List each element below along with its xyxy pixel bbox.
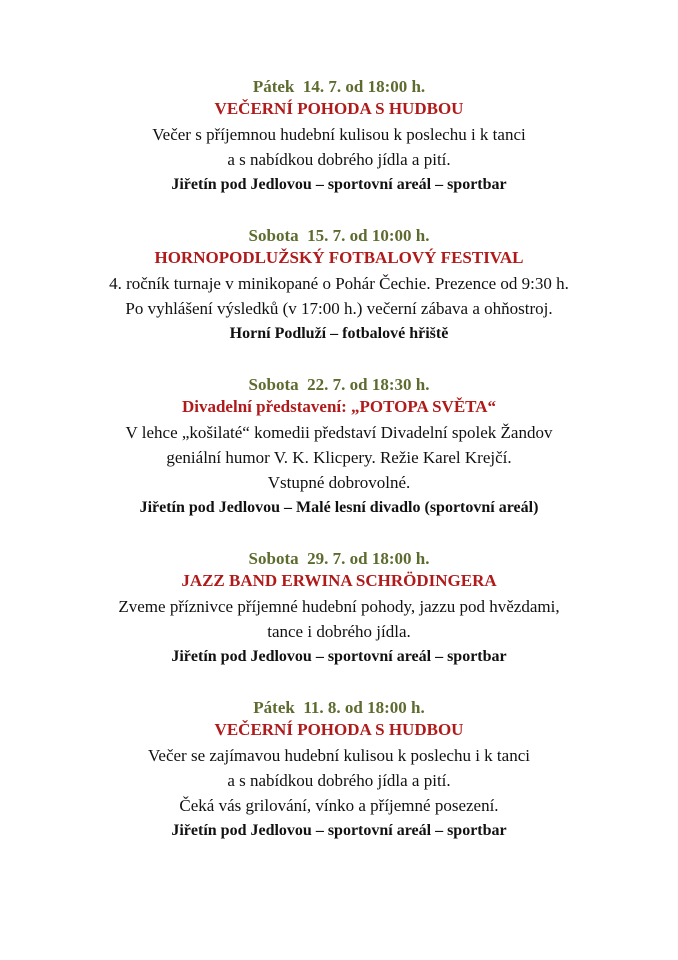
event-programme <box>0 76 678 842</box>
event-date: Sobota 29. 7. od 18:00 h. <box>248 549 430 568</box>
description-line: tance i dobrého jídla. <box>267 622 411 641</box>
description-line: Zveme příznivce příjemné hudební pohody, jazzu pod hvězdami, <box>118 597 560 616</box>
event-2 <box>0 225 678 345</box>
event-date: Pátek 14. 7. od 18:00 h. <box>252 77 426 96</box>
description-line: Čeká vás grilování, vínko a příjemné posezení. <box>179 796 499 815</box>
event-venue: Jiřetín pod Jedlovou – Malé lesní divadlo (sportovní areál) <box>139 499 539 516</box>
event-title: VEČERNÍ POHODA S HUDBOU <box>214 720 464 739</box>
event-4 <box>0 548 678 668</box>
event-5 <box>0 697 678 842</box>
event-title: JAZZ BAND ERWINA SCHRÖDINGERA <box>181 571 497 590</box>
event-venue: Horní Podluží – fotbalové hřiště <box>229 325 449 342</box>
event-date: Sobota 22. 7. od 18:30 h. <box>248 375 430 394</box>
event-description <box>0 422 678 494</box>
event-venue: Jiřetín pod Jedlovou – sportovní areál – sportbar <box>171 648 507 665</box>
description-line: geniální humor V. K. Klicpery. Režie Karel Krejčí. <box>166 448 512 467</box>
event-3 <box>0 374 678 519</box>
event-description <box>0 596 678 643</box>
description-line: Večer se zajímavou hudební kulisou k poslechu i k tanci <box>148 746 530 765</box>
event-description <box>0 273 678 320</box>
event-description <box>0 124 678 171</box>
description-line: Po vyhlášení výsledků (v 17:00 h.) večerní zábava a ohňostroj. <box>125 299 553 318</box>
event-title: Divadelní představení: „POTOPA SVĚTA“ <box>181 397 497 416</box>
event-description <box>0 745 678 817</box>
description-line: 4. ročník turnaje v minikopané o Pohár Čechie. Prezence od 9:30 h. <box>109 274 569 293</box>
event-venue: Jiřetín pod Jedlovou – sportovní areál – sportbar <box>171 822 507 839</box>
event-date: Sobota 15. 7. od 10:00 h. <box>248 226 430 245</box>
description-line: a s nabídkou dobrého jídla a pití. <box>227 150 451 169</box>
description-line: Vstupné dobrovolné. <box>267 473 411 492</box>
event-title: HORNOPODLUŽSKÝ FOTBALOVÝ FESTIVAL <box>154 248 524 267</box>
event-date: Pátek 11. 8. od 18:00 h. <box>253 698 425 717</box>
description-line: Večer s příjemnou hudební kulisou k poslechu i k tanci <box>152 125 526 144</box>
event-title: VEČERNÍ POHODA S HUDBOU <box>214 99 464 118</box>
description-line: V lehce „košilaté“ komedii představí Divadelní spolek Žandov <box>125 423 553 442</box>
event-venue: Jiřetín pod Jedlovou – sportovní areál – sportbar <box>171 176 507 193</box>
description-line: a s nabídkou dobrého jídla a pití. <box>227 771 451 790</box>
event-1 <box>0 76 678 196</box>
